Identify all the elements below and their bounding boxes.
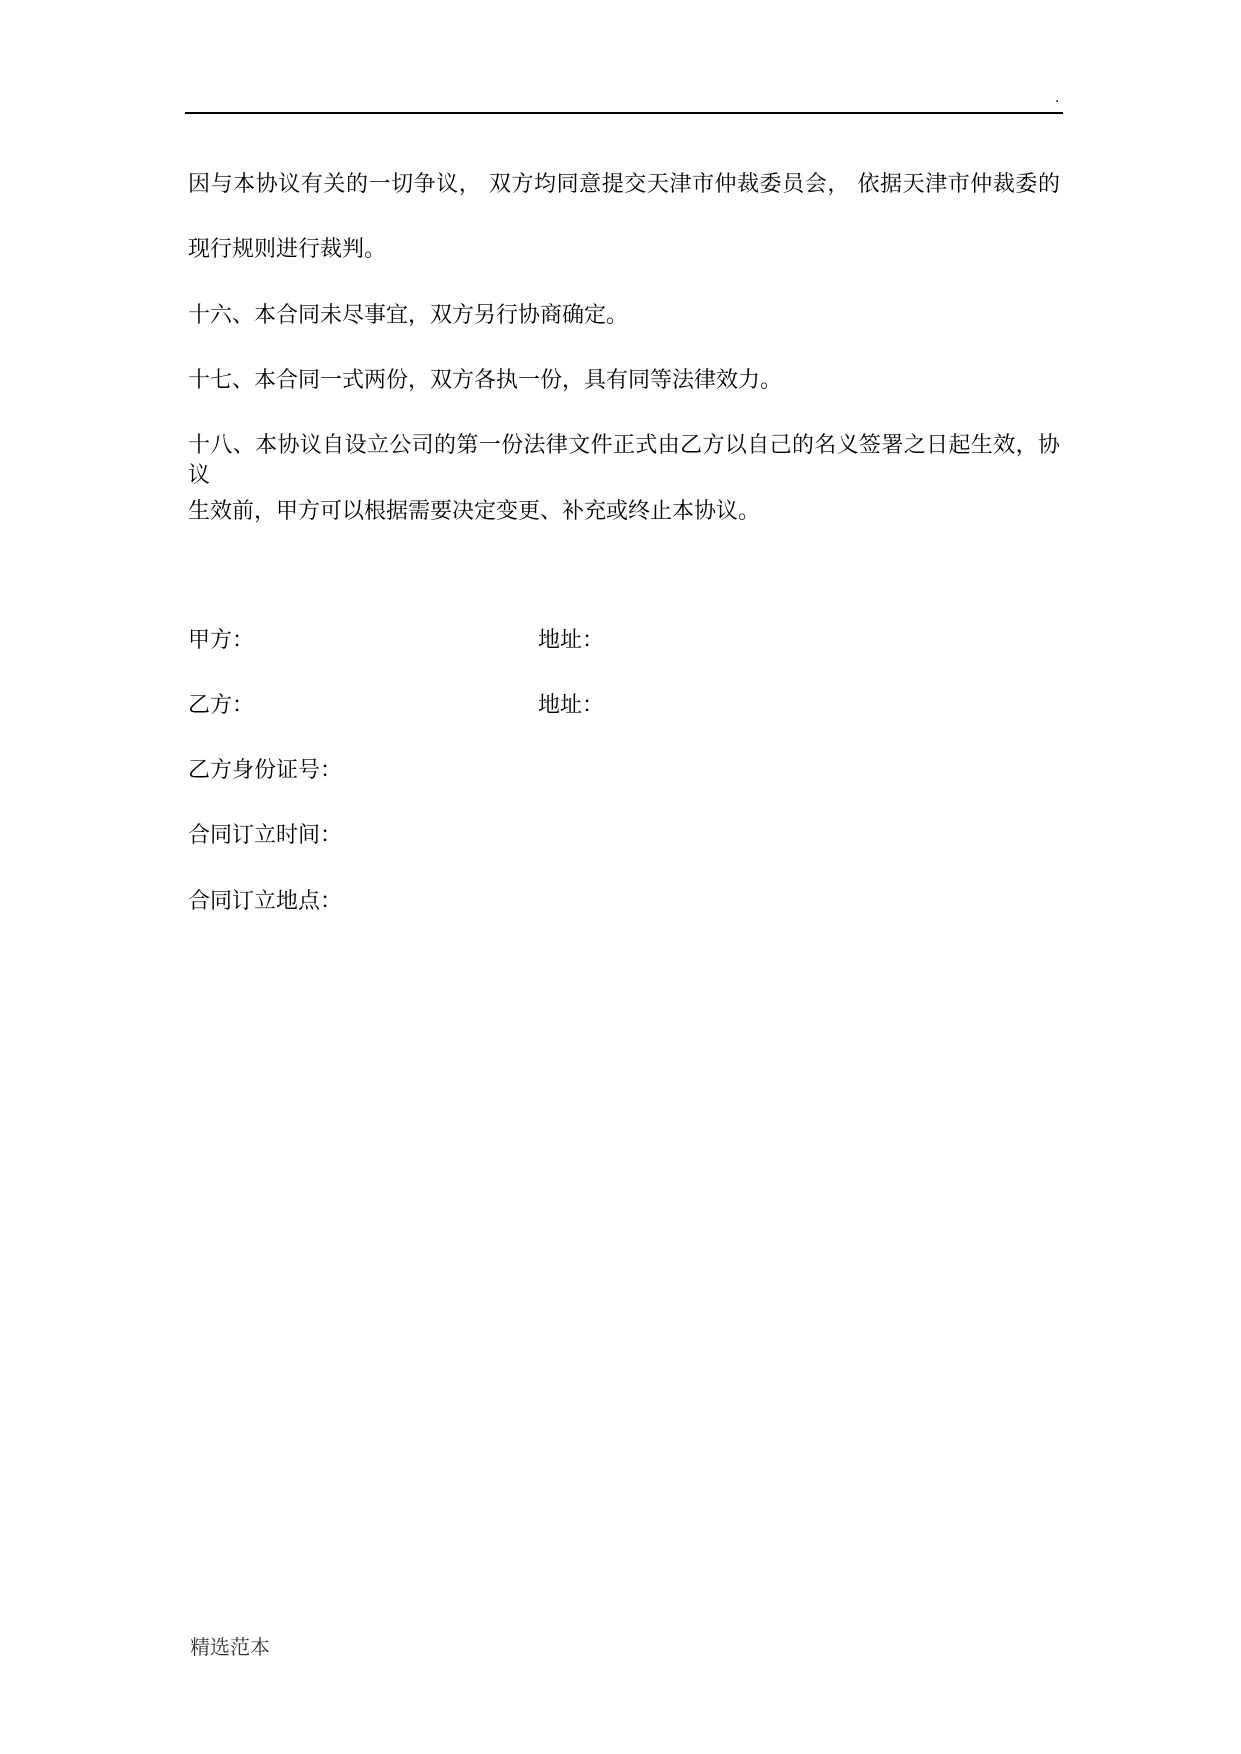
party-b-address-label: 地址： <box>538 693 605 718</box>
contract-time-label: 合同订立时间： <box>188 823 343 848</box>
arbitration-clause-line-1: 因与本协议有关的一切争议， 双方均同意提交天津市仲裁委员会， 依据天津市仲裁委的 <box>188 172 1060 197</box>
header-mark: . <box>1055 90 1060 106</box>
clause-16: 十六、本合同未尽事宜，双方另行协商确定。 <box>188 303 629 328</box>
footer-text: 精选范本 <box>190 1635 270 1659</box>
clause-17: 十七、本合同一式两份，双方各执一份，具有同等法律效力。 <box>188 368 783 393</box>
party-b-id-label: 乙方身份证号： <box>188 758 343 783</box>
arbitration-clause-line-2: 现行规则进行裁判。 <box>188 237 387 262</box>
header-rule <box>185 112 1063 114</box>
party-b-label: 乙方： <box>188 693 255 718</box>
clause-18-line-2: 生效前，甲方可以根据需要决定变更、补充或终止本协议。 <box>188 499 761 524</box>
contract-place-label: 合同订立地点： <box>188 889 343 914</box>
clause-18-line-1: 十八、本协议自设立公司的第一份法律文件正式由乙方以自己的名义签署之日起生效，协议 <box>188 433 1060 488</box>
party-a-label: 甲方： <box>188 628 255 653</box>
party-a-address-label: 地址： <box>538 628 605 653</box>
